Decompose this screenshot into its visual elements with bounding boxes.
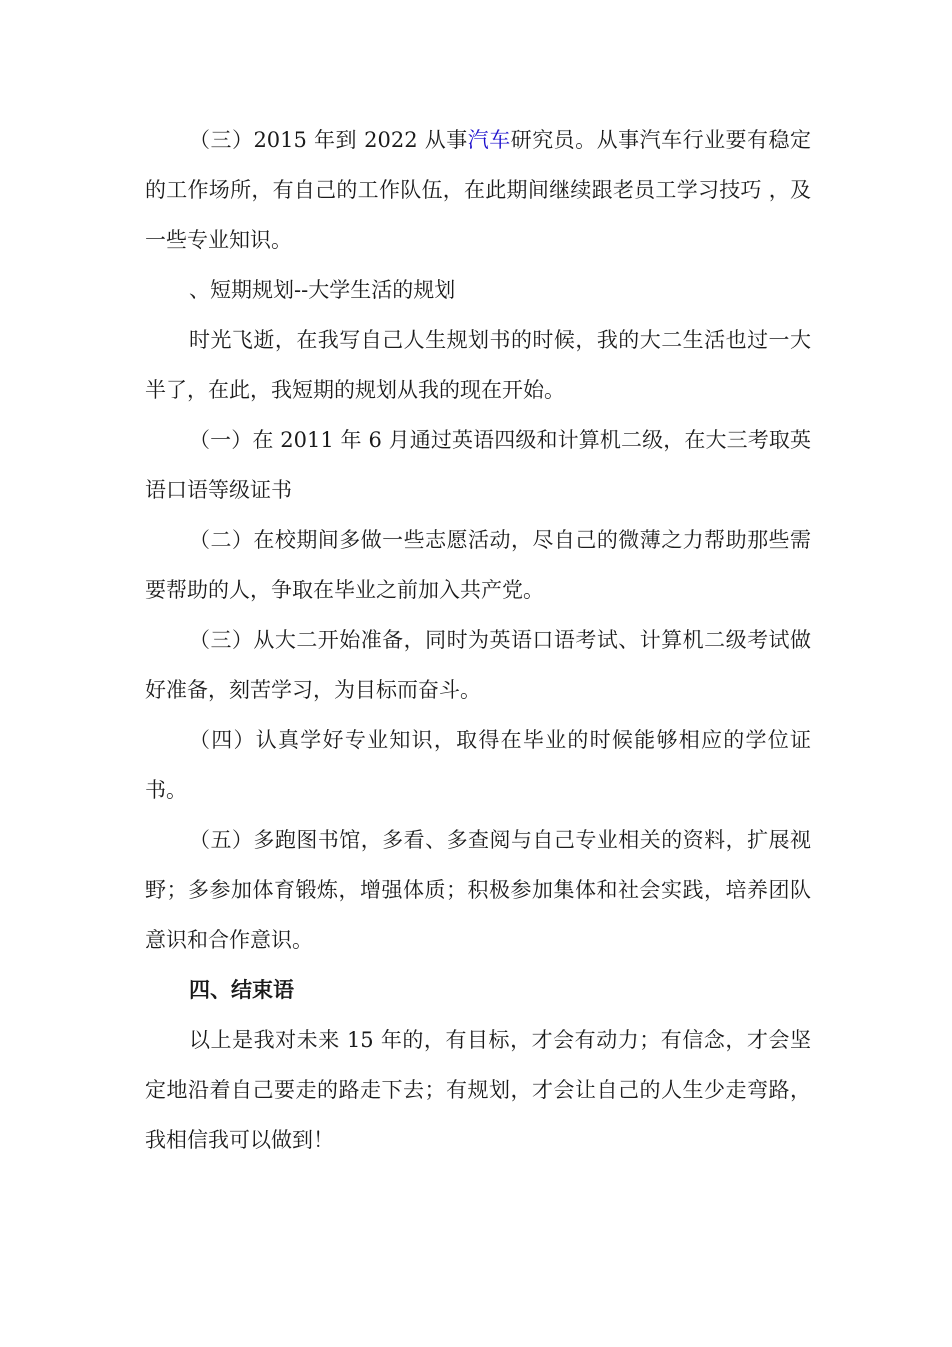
paragraph-career-stage-3: [145, 115, 811, 265]
paragraph-plan-5: （五）多跑图书馆，多看、多查阅与自己专业相关的资料，扩展视野；多参加体育锻炼，增强体质；积极参加集体和社会实践，培养团队意识和合作意识。: [145, 828, 811, 952]
heading-conclusion: 四、结束语: [189, 977, 294, 1002]
automobile-link[interactable]: 汽车: [467, 128, 511, 152]
paragraph-text: （三）2015 年到 2022 从事: [189, 128, 468, 152]
paragraph-text: 研究员。从事汽车行业要有稳定的工作场所，有自己的工作队伍，在此期间继续跟老员工学习技巧 ，及一些专业知识。: [145, 128, 811, 252]
paragraph-intro-short-term: 时光飞逝，在我写自己人生规划书的时候，我的大二生活也过一大半了，在此，我短期的规划从我的现在开始。: [145, 328, 811, 402]
document-body: [145, 115, 811, 1165]
paragraph-conclusion: 以上是我对未来 15 年的，有目标，才会有动力；有信念，才会坚定地沿着自己要走的路走下去；有规划，才会让自己的人生少走弯路，我相信我可以做到！: [145, 1028, 811, 1152]
paragraph-plan-3: （三）从大二开始准备，同时为英语口语考试、计算机二级考试做好准备，刻苦学习，为目标而奋斗。: [145, 628, 811, 702]
paragraph-plan-4: （四）认真学好专业知识，取得在毕业的时候能够相应的学位证书。: [145, 728, 811, 802]
paragraph-plan-1: （一）在 2011 年 6 月通过英语四级和计算机二级，在大三考取英语口语等级证书: [145, 428, 811, 502]
paragraph-plan-2: （二）在校期间多做一些志愿活动，尽自己的微薄之力帮助那些需要帮助的人，争取在毕业之前加入共产党。: [145, 528, 811, 602]
section-heading-short-term: 、短期规划--大学生活的规划: [189, 278, 456, 302]
